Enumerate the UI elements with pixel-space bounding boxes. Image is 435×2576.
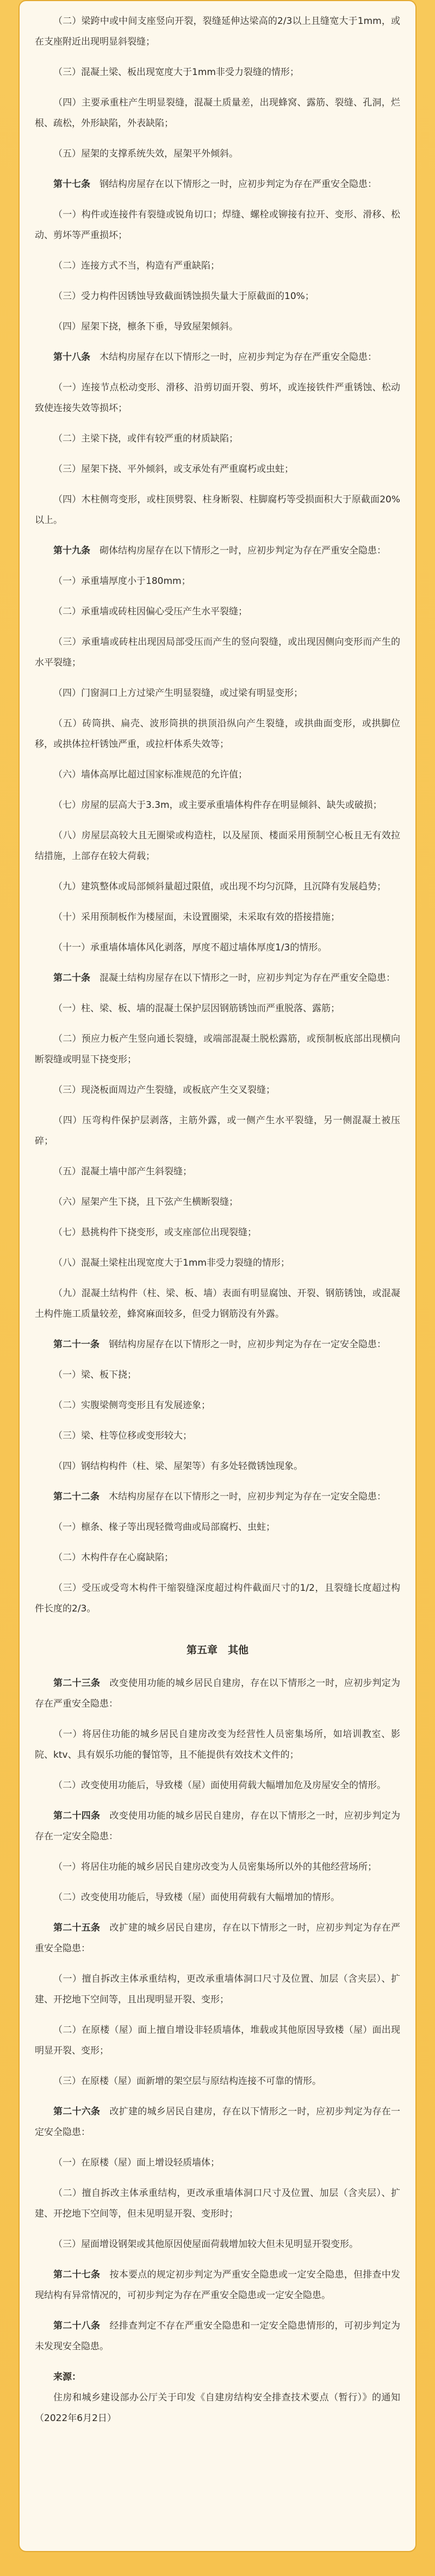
clause-paragraph: （四）门窗洞口上方过梁产生明显裂缝，或过梁有明显变形；	[53, 688, 303, 699]
clause-paragraph: （一）擅自拆改主体承重结构，更改承重墙体洞口尺寸及位置、加层（含夹层）、扩建、开挖地下空间等，且出现明显开裂、变形；	[35, 1974, 400, 2005]
clause-paragraph: （四）压弯构件保护层剥落，主筋外露，或一侧产生水平裂缝，另一侧混凝土被压碎；	[35, 1115, 400, 1147]
clause-paragraph: （三）现浇板面周边产生裂缝，或板底产生交叉裂缝；	[53, 1085, 275, 1096]
article-number: 第二十一条	[53, 1339, 100, 1350]
article-text: 改变使用功能的城乡居民自建房，存在以下情形之一时，应初步判定为存在一定安全隐患：	[35, 1810, 400, 1842]
article-number: 第十七条	[53, 179, 90, 190]
chapter-heading: 第五章 其他	[186, 1644, 248, 1656]
clause-paragraph: （二）改变使用功能后，导致楼（屋）面使用荷载有大幅增加的情形。	[53, 1892, 340, 1903]
clause-paragraph: （四）钢结构构件（柱、梁、屋架等）有多处轻微锈蚀现象。	[53, 1461, 303, 1472]
article-text: 按本要点的规定初步判定为严重安全隐患或一定安全隐患，但排查中发现结构有异常情况的，可初步判定为存在严重安全隐患或一定安全隐患。	[35, 2269, 400, 2301]
article-paragraph	[35, 1673, 400, 1714]
clause-paragraph: （三）承重墙或砖柱出现因局部受压而产生的竖向裂缝，或出现因侧向变形而产生的水平裂缝；	[35, 637, 400, 668]
clause-paragraph: （五）屋架的支撑系统失效，屋架平外倾斜。	[53, 148, 238, 159]
clause-paragraph: （三）受压或受弯木构件干缩裂缝深度超过构件截面尺寸的1/2，且裂缝长度超过构件长度的2/3。	[35, 1583, 400, 1614]
clause-paragraph: （三）屋面增设钢架或其他原因使屋面荷载增加较大但未见明显开裂变形。	[53, 2239, 358, 2250]
article-paragraph	[35, 2316, 400, 2357]
article-number: 第二十六条	[53, 2106, 101, 2117]
document-card	[18, 0, 417, 2552]
clause-paragraph: （四）主要承重柱产生明显裂缝，混凝土质量差，出现蜂窝、露筋、裂缝、孔洞，烂根、疏松，外形缺陷，外表缺陷；	[35, 97, 400, 129]
clause-paragraph: （三）梁、柱等位移或变形较大；	[53, 1430, 192, 1441]
article-number: 第十八条	[53, 352, 90, 363]
clause-paragraph: （二）预应力板产生竖向通长裂缝，或端部混凝土脱松露筋，或预制板底部出现横向断裂缝或明显下挠变形；	[35, 1034, 400, 1065]
source-label: 来源：	[53, 2372, 81, 2382]
clause-paragraph: （三）混凝土梁、板出现宽度大于1mm非受力裂缝的情形；	[53, 67, 299, 78]
article-number: 第二十七条	[53, 2269, 101, 2280]
clause-paragraph: （二）擅自拆改主体承重结构，更改承重墙体洞口尺寸及位置、加层（含夹层）、扩建、开挖地下空间等，但未见明显开裂、变形时；	[35, 2188, 400, 2219]
article-text: 改变使用功能的城乡居民自建房，存在以下情形之一时，应初步判定为存在严重安全隐患：	[35, 1678, 400, 1709]
clause-paragraph: （六）屋架产生下挠，且下弦产生横断裂缝；	[53, 1197, 238, 1208]
document-content	[35, 11, 400, 2357]
clause-paragraph: （十）采用预制板作为楼屋面，未设置圈梁，未采取有效的搭接措施；	[53, 912, 340, 923]
clause-paragraph: （一）将居住功能的城乡居民自建房改变为人员密集场所以外的其他经营场所；	[53, 1862, 377, 1872]
article-paragraph	[35, 1918, 400, 1959]
clause-paragraph: （九）建筑整体或局部倾斜量超过限值，或出现不均匀沉降，且沉降有发展趋势；	[53, 881, 386, 892]
article-text: 混凝土结构房屋存在以下情形之一时，应初步判定为存在严重安全隐患：	[100, 973, 395, 984]
clause-paragraph: （五）砖筒拱、扁壳、波形筒拱的拱顶沿纵向产生裂缝，或拱曲面变形，或拱脚位移，或拱体拉杆锈蚀严重，或拉杆体系失效等；	[35, 718, 400, 750]
clause-paragraph: （二）改变使用功能后，导致楼（屋）面使用荷载大幅增加危及房屋安全的情形。	[53, 1780, 386, 1791]
clause-paragraph: （四）木柱侧弯变形，或柱顶劈裂、柱身断裂、柱脚腐朽等受损面积大于原截面20%以上。	[35, 494, 400, 526]
clause-paragraph: （二）在原楼（屋）面上擅自增设非轻质墙体，堆载或其他原因导致楼（屋）面出现明显开裂、变形；	[35, 2025, 400, 2056]
article-paragraph	[35, 347, 400, 368]
clause-paragraph: （三）受力构件因锈蚀导致截面锈蚀损失量大于原截面的10%；	[53, 291, 314, 302]
bottom-spacer	[35, 2429, 400, 2450]
clause-paragraph: （一）承重墙厚度小于180mm；	[53, 576, 191, 587]
clause-paragraph: （一）檩条、椽子等出现轻微弯曲或局部腐朽、虫蛀；	[53, 1522, 275, 1533]
article-number: 第十九条	[53, 545, 90, 556]
article-number: 第二十条	[53, 973, 90, 984]
clause-paragraph: （七）房屋的层高大于3.3m，或主要承重墙体构件存在明显倾斜、缺失或破损；	[53, 800, 382, 811]
clause-paragraph: （九）混凝土结构件（柱、梁、板、墙）表面有明显腐蚀、开裂、钢筋锈蚀，或混凝土构件施工质量较差，蜂窝麻面较多，但受力钢筋没有外露。	[35, 1288, 400, 1320]
article-paragraph	[35, 2264, 400, 2306]
clause-paragraph: （一）梁、板下挠；	[53, 1370, 136, 1380]
article-text: 木结构房屋存在以下情形之一时，应初步判定为存在一定安全隐患：	[109, 1491, 386, 1502]
clause-paragraph: （二）连接方式不当，构造有严重缺陷；	[53, 260, 220, 271]
article-number: 第二十八条	[53, 2320, 101, 2331]
clause-paragraph: （八）房屋层高较大且无圈梁或构造柱，以及屋顶、楼面采用预制空心板且无有效拉结措施，上部存在较大荷载；	[35, 830, 400, 862]
clause-paragraph: （二）梁跨中或中间支座竖向开裂，裂缝延伸达梁高的2/3以上且缝宽大于1mm，或在支座附近出现明显斜裂缝；	[35, 16, 400, 47]
article-paragraph	[35, 1486, 400, 1507]
article-paragraph	[35, 968, 400, 988]
clause-paragraph: （一）连接节点松动变形、滑移、沿剪切面开裂、剪坏，或连接铁件严重锈蚀、松动致使连接失效等损坏；	[35, 382, 400, 414]
clause-paragraph: （一）柱、梁、板、墙的混凝土保护层因钢筋锈蚀而严重脱落、露筋；	[53, 1003, 340, 1014]
article-number: 第二十五条	[53, 1922, 101, 1933]
clause-paragraph: （四）屋架下挠，檩条下垂，导致屋架倾斜。	[53, 321, 238, 332]
article-number: 第二十三条	[53, 1678, 101, 1689]
article-text: 钢结构房屋存在以下情形之一时，应初步判定为存在严重安全隐患：	[100, 179, 377, 190]
article-number: 第二十二条	[53, 1491, 100, 1502]
clause-paragraph: （七）悬挑构件下挠变形，或支座部位出现裂缝；	[53, 1227, 257, 1238]
article-text: 木结构房屋存在以下情形之一时，应初步判定为存在严重安全隐患：	[100, 352, 377, 363]
source-text: 住房和城乡建设部办公厅关于印发《自建房结构安全排查技术要点（暂行）》的通知 （2022年6月2日）	[35, 2392, 409, 2424]
article-paragraph	[35, 174, 400, 195]
clause-paragraph: （三）在原楼（屋）面新增的架空层与原结构连接不可靠的情形。	[53, 2076, 321, 2087]
article-text: 砌体结构房屋存在以下情形之一时，应初步判定为存在严重安全隐患：	[100, 545, 386, 556]
clause-paragraph: （一）将居住功能的城乡居民自建房改变为经营性人员密集场所，如培训教室、影院、ktv、具有娱乐功能的餐馆等，且不能提供有效技术文件的；	[35, 1729, 400, 1760]
article-paragraph	[35, 2101, 400, 2143]
clause-paragraph: （八）混凝土梁柱出现宽度大于1mm非受力裂缝的情形；	[53, 1258, 290, 1268]
article-text: 改扩建的城乡居民自建房，存在以下情形之一时，应初步判定为存在一定安全隐患：	[35, 2106, 400, 2138]
clause-paragraph: （二）木构件存在心腐缺陷；	[53, 1552, 173, 1563]
article-paragraph	[35, 1334, 400, 1355]
clause-paragraph: （一）在原楼（屋）面上增设轻质墙体；	[53, 2157, 220, 2168]
clause-paragraph: （二）承重墙或砖柱因偏心受压产生水平裂缝；	[53, 606, 247, 617]
clause-paragraph: （二）实腹梁侧弯变形且有发展迹象；	[53, 1400, 210, 1411]
clause-paragraph: （十一）承重墙体墙体风化剥落，厚度不超过墙体厚度1/3的情形。	[53, 942, 327, 953]
article-text: 钢结构房屋存在以下情形之一时，应初步判定为存在一定安全隐患：	[109, 1339, 386, 1350]
article-number: 第二十四条	[53, 1810, 101, 1821]
clause-paragraph: （五）混凝土墙中部产生斜裂缝；	[53, 1166, 192, 1177]
clause-paragraph: （二）主梁下挠，或伴有较严重的材质缺陷；	[53, 433, 238, 444]
clause-paragraph: （一）构件或连接件有裂缝或锐角切口；焊缝、螺栓或铆接有拉开、变形、滑移、松动、剪坏等严重损坏；	[35, 209, 400, 241]
article-paragraph	[35, 540, 400, 561]
article-text: 改扩建的城乡居民自建房，存在以下情形之一时，应初步判定为存在严重安全隐患：	[35, 1922, 400, 1954]
clause-paragraph: （三）屋架下挠、平外倾斜，或支承处有严重腐朽或虫蛀；	[53, 464, 294, 475]
clause-paragraph: （六）墙体高厚比超过国家标准规范的允许值；	[53, 769, 247, 780]
article-text: 经排查判定不存在严重安全隐患和一定安全隐患情形的，可初步判定为未发现安全隐患。	[35, 2320, 400, 2352]
article-paragraph	[35, 1806, 400, 1847]
